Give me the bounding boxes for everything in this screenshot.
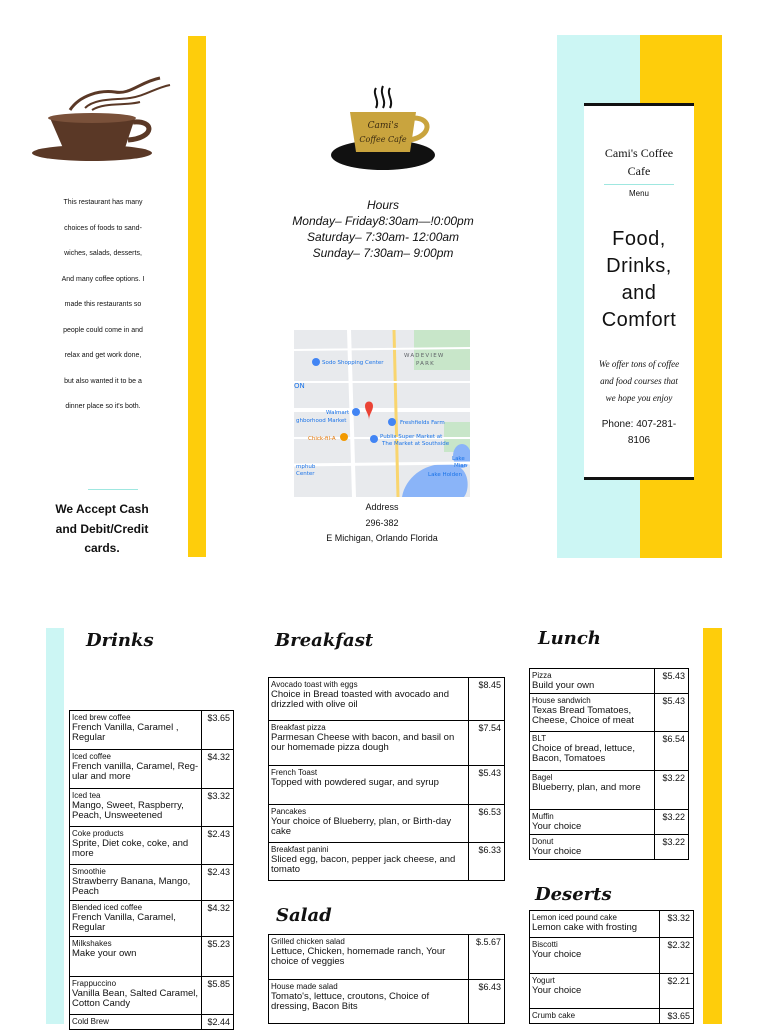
map-label: ON (294, 382, 305, 390)
logo-text-2: Coffee Cafe (359, 135, 407, 144)
tagline (584, 226, 694, 334)
item-desc: Your choice (532, 985, 582, 996)
map-label: Mian (454, 463, 468, 469)
table-row (530, 810, 689, 835)
breakfast-heading: Breakfast (275, 630, 374, 651)
item-name: Blended iced coffee (72, 903, 143, 912)
item-price: $3.65 (202, 711, 234, 750)
table-row (530, 771, 689, 810)
map-label: WADEVIEW (404, 353, 445, 359)
map-label: PARK (416, 361, 435, 367)
drinks-heading: Drinks (86, 630, 154, 651)
address-line: E Michigan, Orlando Florida (326, 533, 438, 543)
map-label: Publix Super Market at (380, 434, 443, 440)
map-label: Walmart (326, 410, 350, 416)
item-name: Cold Brew (72, 1017, 109, 1026)
item-price: $5.43 (469, 766, 505, 805)
map-label: Freshfields Farm (400, 420, 445, 426)
item-name: Coke products (72, 829, 124, 838)
address-title: Address (365, 502, 399, 512)
item-name: Crumb cake (532, 1011, 576, 1020)
item-name: Avocado toast with eggs (271, 680, 358, 689)
tagline-line: Food, (612, 228, 666, 250)
item-name: Iced tea (72, 791, 101, 800)
item-name: Lemon iced pound cake (532, 913, 617, 922)
item-desc: French Vanilla, Caramel, Regular (72, 912, 176, 933)
hours-block (268, 197, 498, 261)
item-price: $5.43 (655, 669, 689, 694)
logo-text-1: Cami's (367, 121, 399, 131)
item-price: $2.44 (202, 1015, 234, 1030)
payment-line: We Accept Cash (55, 502, 149, 516)
item-name: Frappuccino (72, 979, 117, 988)
table-row (70, 750, 234, 789)
item-name: Bagel (532, 773, 553, 782)
deserts-heading: Deserts (535, 884, 612, 905)
divider (88, 489, 138, 490)
coffee-cup-icon (30, 70, 175, 165)
item-price: $5.23 (202, 937, 234, 977)
item-desc: Lemon cake with frosting (532, 922, 638, 933)
about-line: people could come in and (63, 326, 143, 334)
item-desc: Your choice of Blueberry, plan, or Birth-day cake (271, 816, 452, 837)
table-row (70, 901, 234, 937)
item-desc: Sliced egg, bacon, pepper jack cheese, and tomato (271, 854, 456, 875)
map-label: ghborhood Market (296, 418, 347, 424)
item-price: $3.22 (655, 771, 689, 810)
cafe-logo (328, 82, 438, 177)
location-map[interactable] (294, 330, 470, 497)
hours-title: Hours (366, 198, 399, 212)
table-row (530, 732, 689, 771)
lunch-heading: Lunch (538, 628, 601, 649)
address-block (284, 500, 480, 547)
cover-blurb (584, 356, 694, 407)
about-line: wiches, salads, desserts, (64, 250, 142, 257)
table-row (530, 974, 694, 1009)
table-row (269, 721, 505, 766)
item-desc: Texas Bread Tomatoes, Cheese, Choice of meat (532, 705, 634, 726)
blurb-line: and food courses that (600, 376, 678, 386)
item-desc: Choice in Bread toasted with avocado and drizzled with olive oil (271, 689, 449, 710)
salad-heading: Salad (276, 905, 332, 926)
item-price: $4.32 (202, 750, 234, 789)
item-price: $2.43 (202, 827, 234, 865)
item-name: Breakfast panini (271, 845, 329, 854)
hours-line: Sunday– 7:30am– 9:00pm (312, 246, 454, 260)
breakfast-table (268, 677, 505, 881)
item-desc: Lettuce, Chicken, homemade ranch, Your choice of veggies (271, 946, 446, 967)
item-price: $2.32 (660, 938, 694, 974)
item-name: Muffin (532, 812, 554, 821)
item-price: $4.32 (202, 901, 234, 937)
item-price: $6.53 (469, 805, 505, 843)
table-row (269, 678, 505, 721)
divider (604, 184, 674, 185)
item-desc: French Vanilla, Caramel , Regular (72, 722, 179, 743)
item-name: House sandwich (532, 696, 591, 705)
item-desc: Build your own (532, 680, 595, 691)
table-row (70, 937, 234, 977)
item-price: $6.33 (469, 843, 505, 881)
item-price: $3.22 (655, 810, 689, 835)
about-line: but also wanted it to be a (64, 377, 142, 385)
item-price: $3.22 (655, 835, 689, 860)
payment-note (36, 500, 168, 559)
phone-line: 8106 (627, 435, 651, 446)
table-row (70, 789, 234, 827)
cafe-name-line: Cafe (627, 164, 651, 178)
table-row (70, 827, 234, 865)
hours-line: Monday– Friday8:30am—!0:00pm (292, 214, 474, 228)
cafe-name-line: Cami's Coffee (604, 146, 674, 160)
item-desc: Make your own (72, 948, 137, 959)
payment-line: and Debit/Credit (55, 521, 149, 536)
item-desc: French vanilla, Caramel, Reg-ular and more (72, 761, 199, 782)
item-price: $6.43 (469, 980, 505, 1024)
item-price: $8.45 (469, 678, 505, 721)
table-row (530, 835, 689, 860)
map-label: Sodo Shopping Center (322, 360, 384, 366)
item-name: Biscotti (532, 940, 558, 949)
item-desc: Your choice (532, 846, 582, 857)
table-row (269, 980, 505, 1024)
item-name: Grilled chicken salad (271, 937, 345, 946)
phone (584, 417, 694, 449)
item-desc: Your choice (532, 949, 582, 960)
address-line: 296-382 (365, 517, 399, 528)
item-desc: Blueberry, plan, and more (532, 782, 641, 793)
about-text (28, 190, 178, 420)
aqua-strip-bottom-left (46, 628, 64, 1024)
table-row (530, 938, 694, 974)
item-name: Yogurt (532, 976, 555, 985)
map-label: mphub (296, 464, 316, 470)
item-name: Breakfast pizza (271, 723, 326, 732)
item-name: Donut (532, 837, 554, 846)
item-name: BLT (532, 734, 547, 743)
menu-label: Menu (628, 189, 649, 198)
drinks-table (69, 710, 234, 1030)
item-name: Pizza (532, 671, 552, 680)
about-line: This restaurant has many (63, 199, 143, 206)
tagline-line: and (621, 282, 657, 304)
cover-card (584, 103, 694, 480)
table-row (530, 911, 694, 938)
lunch-table (529, 668, 689, 860)
item-desc: Mango, Sweet, Raspberry, Peach, Unsweetened (72, 800, 184, 821)
payment-line: cards. (84, 541, 120, 555)
blurb-line: We offer tons of coffee (598, 359, 680, 369)
about-line: made this restaurants so (64, 301, 142, 308)
table-row (269, 843, 505, 881)
table-row (269, 805, 505, 843)
item-name: House made salad (271, 982, 338, 991)
table-row (530, 694, 689, 732)
item-price: $.5.67 (469, 935, 505, 980)
item-desc: Strawberry Banana, Mango, Peach (72, 876, 191, 897)
item-desc: Choice of bread, lettuce, Bacon, Tomatoes (532, 743, 635, 764)
yellow-strip-left (188, 36, 206, 557)
about-line: choices of foods to sand- (64, 224, 142, 232)
item-name: Smoothie (72, 867, 106, 876)
item-desc: Topped with powdered sugar, and syrup (271, 777, 439, 788)
map-label: Lake Holden (428, 472, 462, 478)
table-row (530, 1009, 694, 1024)
item-price: $6.54 (655, 732, 689, 771)
hours-line: Saturday– 7:30am- 12:00am (306, 230, 460, 244)
cafe-name (584, 144, 694, 180)
table-row (70, 711, 234, 750)
table-row (530, 669, 689, 694)
salad-table (268, 934, 505, 1024)
table-row (269, 766, 505, 805)
tagline-line: Comfort (601, 309, 677, 331)
item-price: $7.54 (469, 721, 505, 766)
item-name: Iced coffee (72, 752, 111, 761)
about-line: relax and get work done, (64, 352, 142, 359)
deserts-table (529, 910, 694, 1024)
table-row (70, 977, 234, 1015)
item-price: $2.21 (660, 974, 694, 1009)
item-desc: Parmesan Cheese with bacon, and basil on our homemade pizza dough (271, 732, 455, 753)
item-desc: Vanilla Bean, Salted Caramel, Cotton Candy (72, 988, 199, 1009)
table-row (269, 935, 505, 980)
item-price: $3.32 (660, 911, 694, 938)
map-label: Lake (452, 456, 465, 462)
item-desc: Your choice (532, 821, 582, 832)
item-desc: Sprite, Diet coke, coke, and more (72, 838, 189, 859)
item-name: Milkshakes (72, 939, 112, 948)
item-desc: Tomato's, lettuce, croutons, Choice of dressing, Bacon Bits (271, 991, 430, 1012)
phone-line: Phone: 407-281- (601, 419, 677, 430)
table-row (70, 1015, 234, 1030)
item-name: Iced brew coffee (72, 713, 131, 722)
blurb-line: we hope you enjoy (605, 393, 673, 403)
about-line: And many coffee options. I (61, 275, 145, 283)
item-price: $3.32 (202, 789, 234, 827)
item-price: $3.65 (660, 1009, 694, 1024)
item-price: $2.43 (202, 865, 234, 901)
yellow-strip-bottom-right (703, 628, 722, 1024)
map-label: Chick-fil-A (308, 436, 336, 442)
table-row (70, 865, 234, 901)
item-price: $5.43 (655, 694, 689, 732)
tagline-line: Drinks, (606, 255, 672, 277)
about-line: dinner place so it's both. (65, 403, 141, 410)
map-label: The Market at Southside (382, 441, 450, 447)
item-price: $5.85 (202, 977, 234, 1015)
map-label: Center (296, 471, 315, 477)
item-name: French Toast (271, 768, 318, 777)
item-name: Pancakes (271, 807, 307, 816)
